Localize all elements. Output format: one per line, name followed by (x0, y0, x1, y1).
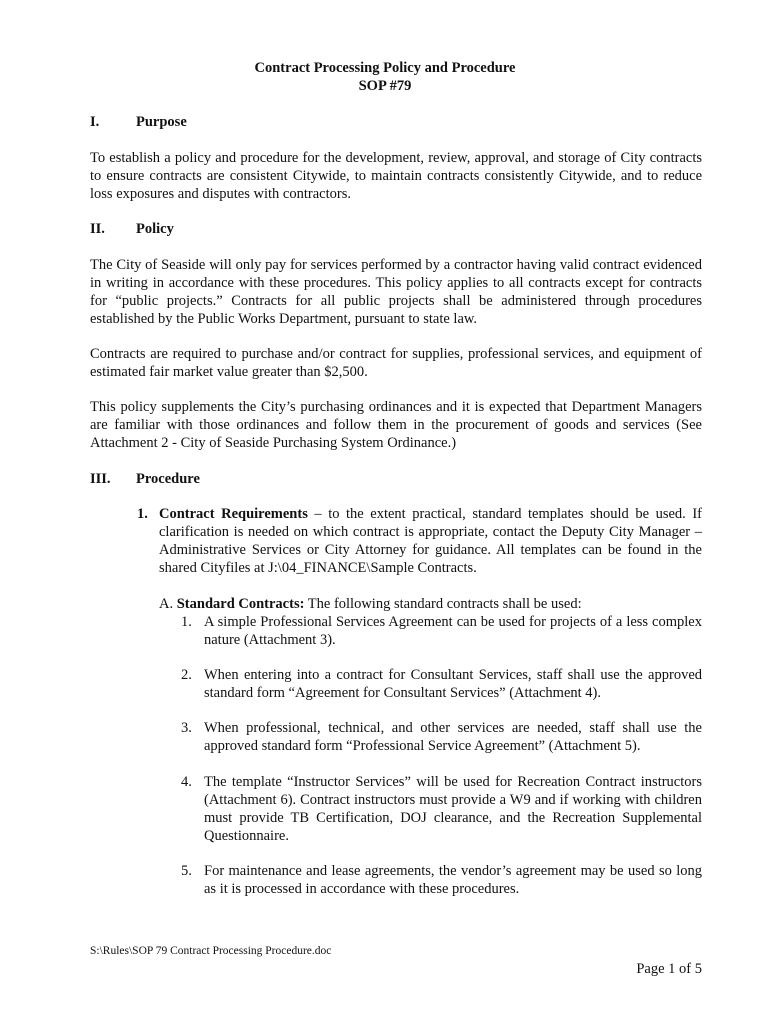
footer-file-path: S:\Rules\SOP 79 Contract Processing Procedure.doc (90, 945, 332, 957)
list-text: For maintenance and lease agreements, the vendor’s agreement may be used so long as it is processed in accordance with these procedures. (204, 863, 702, 897)
list-text: When professional, technical, and other services are needed, staff shall use the approved standard form “Professional Service Agreement” (Attachment 5). (204, 720, 702, 754)
list-text: When entering into a contract for Consultant Services, staff shall use the approved standard form “Agreement for Consultant Services” (Attachment 4). (204, 667, 702, 701)
item-text: – to the extent practical, standard templates should be used. If clarification is needed on which contract is appropriate, contact the Deputy City Manager – Administrative Services or City Attorney for guidance. All templates can be found in the shared Cityfiles at J:\04_FINANCE\Sample Contracts. (159, 506, 702, 576)
list-item (181, 773, 702, 845)
item-label: Contract Requirements (159, 506, 308, 522)
policy-paragraph-3: This policy supplements the City’s purchasing ordinances and it is expected that Department Managers are familiar with those ordinances and follow them in the procurement of goods and services (See Attachment 2 - City of Seaside Purchasing System Ordinance.) (90, 399, 702, 451)
document-title: Contract Processing Policy and Procedure (254, 60, 516, 76)
section-heading-purpose (90, 113, 187, 131)
list-number: 3. (181, 720, 192, 736)
list-number: 1. (181, 614, 192, 630)
section-number: III. (90, 471, 111, 487)
purpose-paragraph: To establish a policy and procedure for the development, review, approval, and storage of City contracts to ensure contracts are consistent Citywide, to maintain contracts consistently Citywide, and to reduce loss exposures and disputes with contractors. (90, 150, 702, 202)
section-title: Procedure (136, 471, 200, 487)
section-number: II. (90, 221, 105, 237)
policy-paragraph-2: Contracts are required to purchase and/or contract for supplies, professional services, and equipment of estimated fair market value greater than $2,500. (90, 346, 702, 380)
list-item (181, 666, 702, 702)
list-text: The template “Instructor Services” will be used for Recreation Contract instructors (Attachment 6). Contract instructors must provide a W9 and if working with children must provide TB Certification, DOJ clearance, and the Recreation Supplemental Questionnaire. (204, 774, 702, 844)
section-number: I. (90, 114, 100, 130)
list-number: 2. (181, 667, 192, 683)
document-subtitle: SOP #79 (358, 78, 412, 94)
sub-letter: A. (159, 596, 174, 612)
list-text: A simple Professional Services Agreement can be used for projects of a less complex nature (Attachment 3). (204, 614, 702, 648)
standard-contracts-heading (159, 595, 702, 613)
list-item (181, 862, 702, 898)
section-title: Policy (136, 221, 174, 237)
sub-label: Standard Contracts: (176, 596, 305, 612)
list-number: 1. (137, 506, 148, 522)
policy-paragraph-1: The City of Seaside will only pay for services performed by a contractor having valid contract evidenced in writing in accordance with these procedures. This policy applies to all contracts except for contracts for “public projects.” Contracts for all public projects shall be administered through procedures established by the Public Works Department, pursuant to state law. (90, 257, 702, 327)
procedure-item-1 (137, 505, 702, 577)
section-title: Purpose (136, 114, 187, 130)
sub-text: The following standard contracts shall be used: (304, 596, 582, 612)
list-number: 4. (181, 774, 192, 790)
section-heading-policy (90, 220, 174, 238)
list-number: 5. (181, 863, 192, 879)
section-heading-procedure (90, 470, 200, 488)
page-number: Page 1 of 5 (636, 961, 702, 977)
list-item (181, 613, 702, 649)
list-item (181, 719, 702, 755)
